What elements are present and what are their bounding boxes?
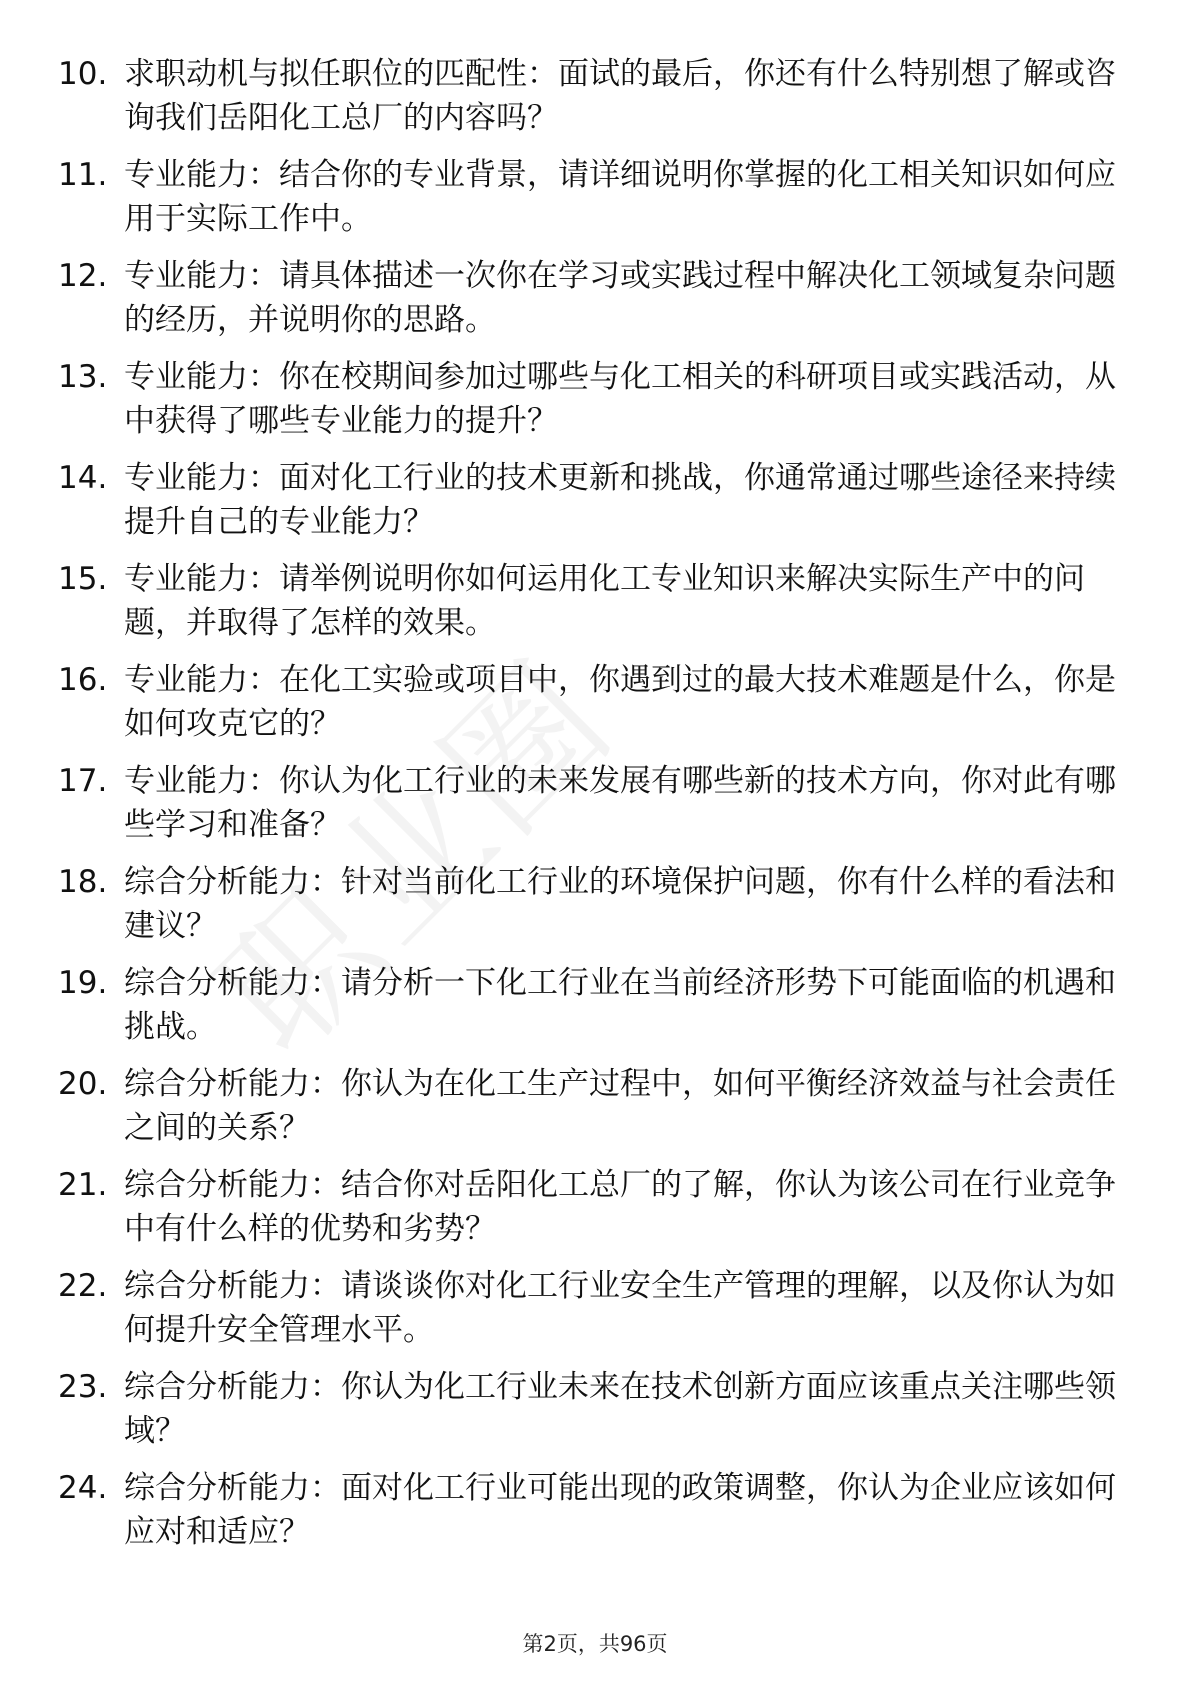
question-text: 综合分析能力：你认为化工行业未来在技术创新方面应该重点关注哪些领域？: [124, 1369, 1116, 1449]
question-item: [58, 153, 1138, 254]
question-number: 22.: [58, 1268, 108, 1304]
question-text: 专业能力：结合你的专业背景，请详细说明你掌握的化工相关知识如何应用于实际工作中。: [124, 157, 1116, 237]
question-text: 专业能力：面对化工行业的技术更新和挑战，你通常通过哪些途径来持续提升自己的专业能力？: [124, 460, 1116, 540]
question-text: 专业能力：请举例说明你如何运用化工专业知识来解决实际生产中的问题，并取得了怎样的效果。: [124, 561, 1085, 641]
page-footer: 第2页，共96页: [522, 1632, 668, 1656]
question-number: 23.: [58, 1369, 108, 1405]
question-item: [58, 1365, 1138, 1466]
question-item: [58, 658, 1138, 759]
question-text: 综合分析能力：针对当前化工行业的环境保护问题，你有什么样的看法和建议？: [124, 864, 1116, 944]
question-item: [58, 961, 1138, 1062]
question-number: 17.: [58, 763, 108, 799]
question-number: 18.: [58, 864, 108, 900]
question-text: 专业能力：你认为化工行业的未来发展有哪些新的技术方向，你对此有哪些学习和准备？: [124, 763, 1116, 843]
question-number: 16.: [58, 662, 108, 698]
question-item: [58, 759, 1138, 860]
question-text: 专业能力：请具体描述一次你在学习或实践过程中解决化工领域复杂问题的经历，并说明你的思路。: [124, 258, 1116, 338]
question-item: [58, 456, 1138, 557]
question-number: 20.: [58, 1066, 108, 1102]
question-number: 13.: [58, 359, 108, 395]
question-list: [58, 52, 1138, 1567]
question-item: [58, 355, 1138, 456]
question-item: [58, 254, 1138, 355]
question-number: 19.: [58, 965, 108, 1001]
question-item: [58, 557, 1138, 658]
question-item: [58, 52, 1138, 153]
question-number: 24.: [58, 1470, 108, 1506]
question-number: 10.: [58, 56, 108, 92]
question-item: [58, 1062, 1138, 1163]
question-text: 综合分析能力：你认为在化工生产过程中，如何平衡经济效益与社会责任之间的关系？: [124, 1066, 1116, 1146]
question-number: 11.: [58, 157, 108, 193]
question-number: 14.: [58, 460, 108, 496]
question-item: [58, 1163, 1138, 1264]
question-text: 综合分析能力：请分析一下化工行业在当前经济形势下可能面临的机遇和挑战。: [124, 965, 1116, 1045]
question-text: 综合分析能力：结合你对岳阳化工总厂的了解，你认为该公司在行业竞争中有什么样的优势和劣势？: [124, 1167, 1116, 1247]
question-number: 12.: [58, 258, 108, 294]
question-text: 综合分析能力：请谈谈你对化工行业安全生产管理的理解，以及你认为如何提升安全管理水平。: [124, 1268, 1116, 1348]
question-item: [58, 860, 1138, 961]
question-text: 求职动机与拟任职位的匹配性：面试的最后，你还有什么特别想了解或咨询我们岳阳化工总厂的内容吗？: [124, 56, 1116, 136]
question-number: 21.: [58, 1167, 108, 1203]
question-text: 综合分析能力：面对化工行业可能出现的政策调整，你认为企业应该如何应对和适应？: [124, 1470, 1116, 1550]
question-number: 15.: [58, 561, 108, 597]
question-item: [58, 1466, 1138, 1567]
question-text: 专业能力：你在校期间参加过哪些与化工相关的科研项目或实践活动，从中获得了哪些专业能力的提升？: [124, 359, 1116, 439]
question-text: 专业能力：在化工实验或项目中，你遇到过的最大技术难题是什么，你是如何攻克它的？: [124, 662, 1116, 742]
question-item: [58, 1264, 1138, 1365]
